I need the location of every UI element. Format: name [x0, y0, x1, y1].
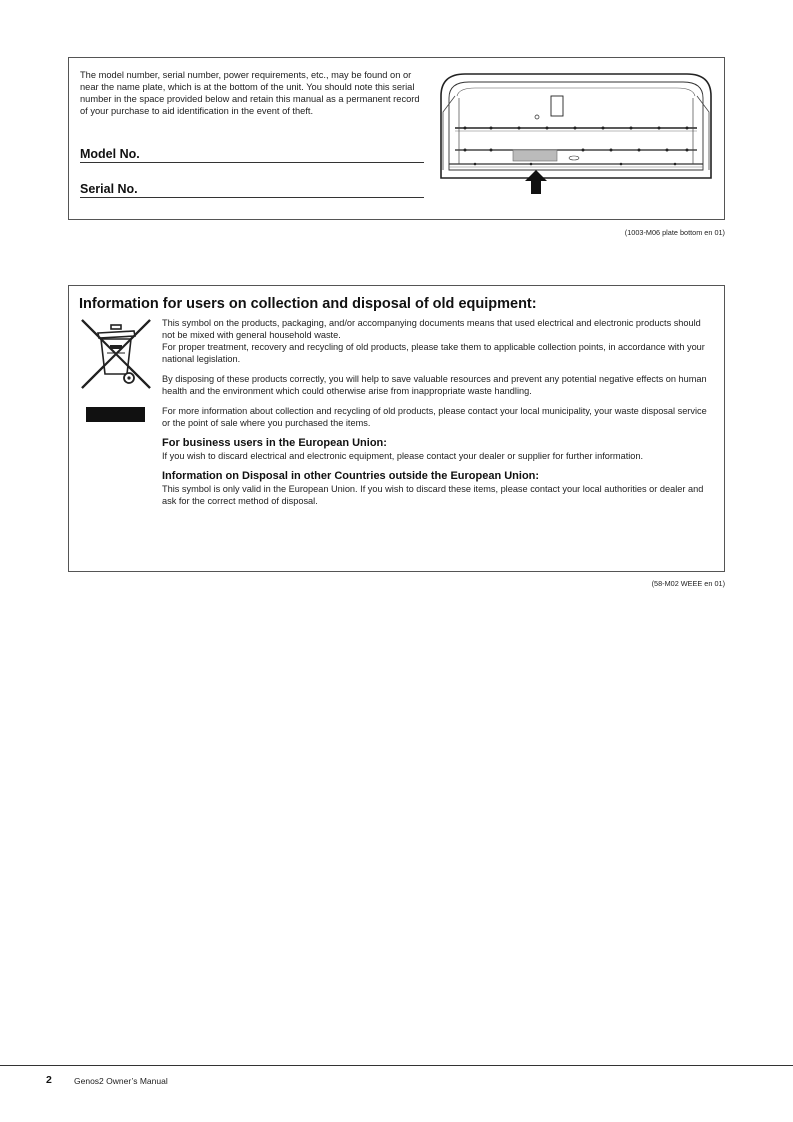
crossed-out-bin-icon — [80, 318, 152, 390]
outside-eu-heading: Information on Disposal in other Countries outside the European Union: — [162, 470, 540, 482]
disposal-body — [162, 317, 710, 515]
serial-number-field: Serial No. — [80, 182, 424, 198]
outside-eu-text: This symbol is only valid in the European Union. If you wish to discard these items, please contact your local authorities or dealer and ask for the correct method of disposal. — [162, 484, 704, 506]
disposal-title: Information for users on collection and disposal of old equipment: — [79, 296, 537, 312]
disposal-para-benefits: By disposing of these products correctly, you will help to save valuable resources and prevent any potential negative effects on human health and the environment which could otherwise arise from inappropriate waste handling. — [162, 374, 707, 396]
unit-bottom-diagram — [435, 66, 717, 198]
weee-disposal-box — [68, 285, 725, 572]
name-plate-notice-box — [68, 57, 725, 220]
manual-title: Genos2 Owner’s Manual — [74, 1076, 168, 1086]
weee-black-bar — [86, 407, 145, 422]
disposal-para-symbol: This symbol on the products, packaging, and/or accompanying documents means that used electrical and electronic products should not be mixed with general household waste. — [162, 318, 701, 340]
disposal-para-treatment: For proper treatment, recovery and recycling of old products, please take them to applicable collection points, in accordance with your national legislation. — [162, 342, 705, 364]
plate-ref-code: (1003-M06 plate bottom en 01) — [624, 228, 725, 237]
page-number: 2 — [46, 1074, 52, 1086]
name-plate-notice-text: The model number, serial number, power requirements, etc., may be found on or near the name plate, which is at the bottom of the unit. You should note this serial number in the space provided below and retain this manual as a permanent record of your purchase to aid identification in the event of theft. — [80, 70, 420, 116]
model-number-field: Model No. — [80, 147, 424, 163]
disposal-para-more-info: For more information about collection and recycling of old products, please contact your local municipality, your waste disposal service or the point of sale where you purchased the items. — [162, 406, 707, 428]
eu-business-heading: For business users in the European Union: — [162, 437, 387, 449]
footer-rule — [0, 1065, 793, 1066]
eu-business-text: If you wish to discard electrical and electronic equipment, please contact your dealer or supplier for further information. — [162, 451, 644, 461]
weee-ref-code: (58-M02 WEEE en 01) — [651, 579, 725, 588]
